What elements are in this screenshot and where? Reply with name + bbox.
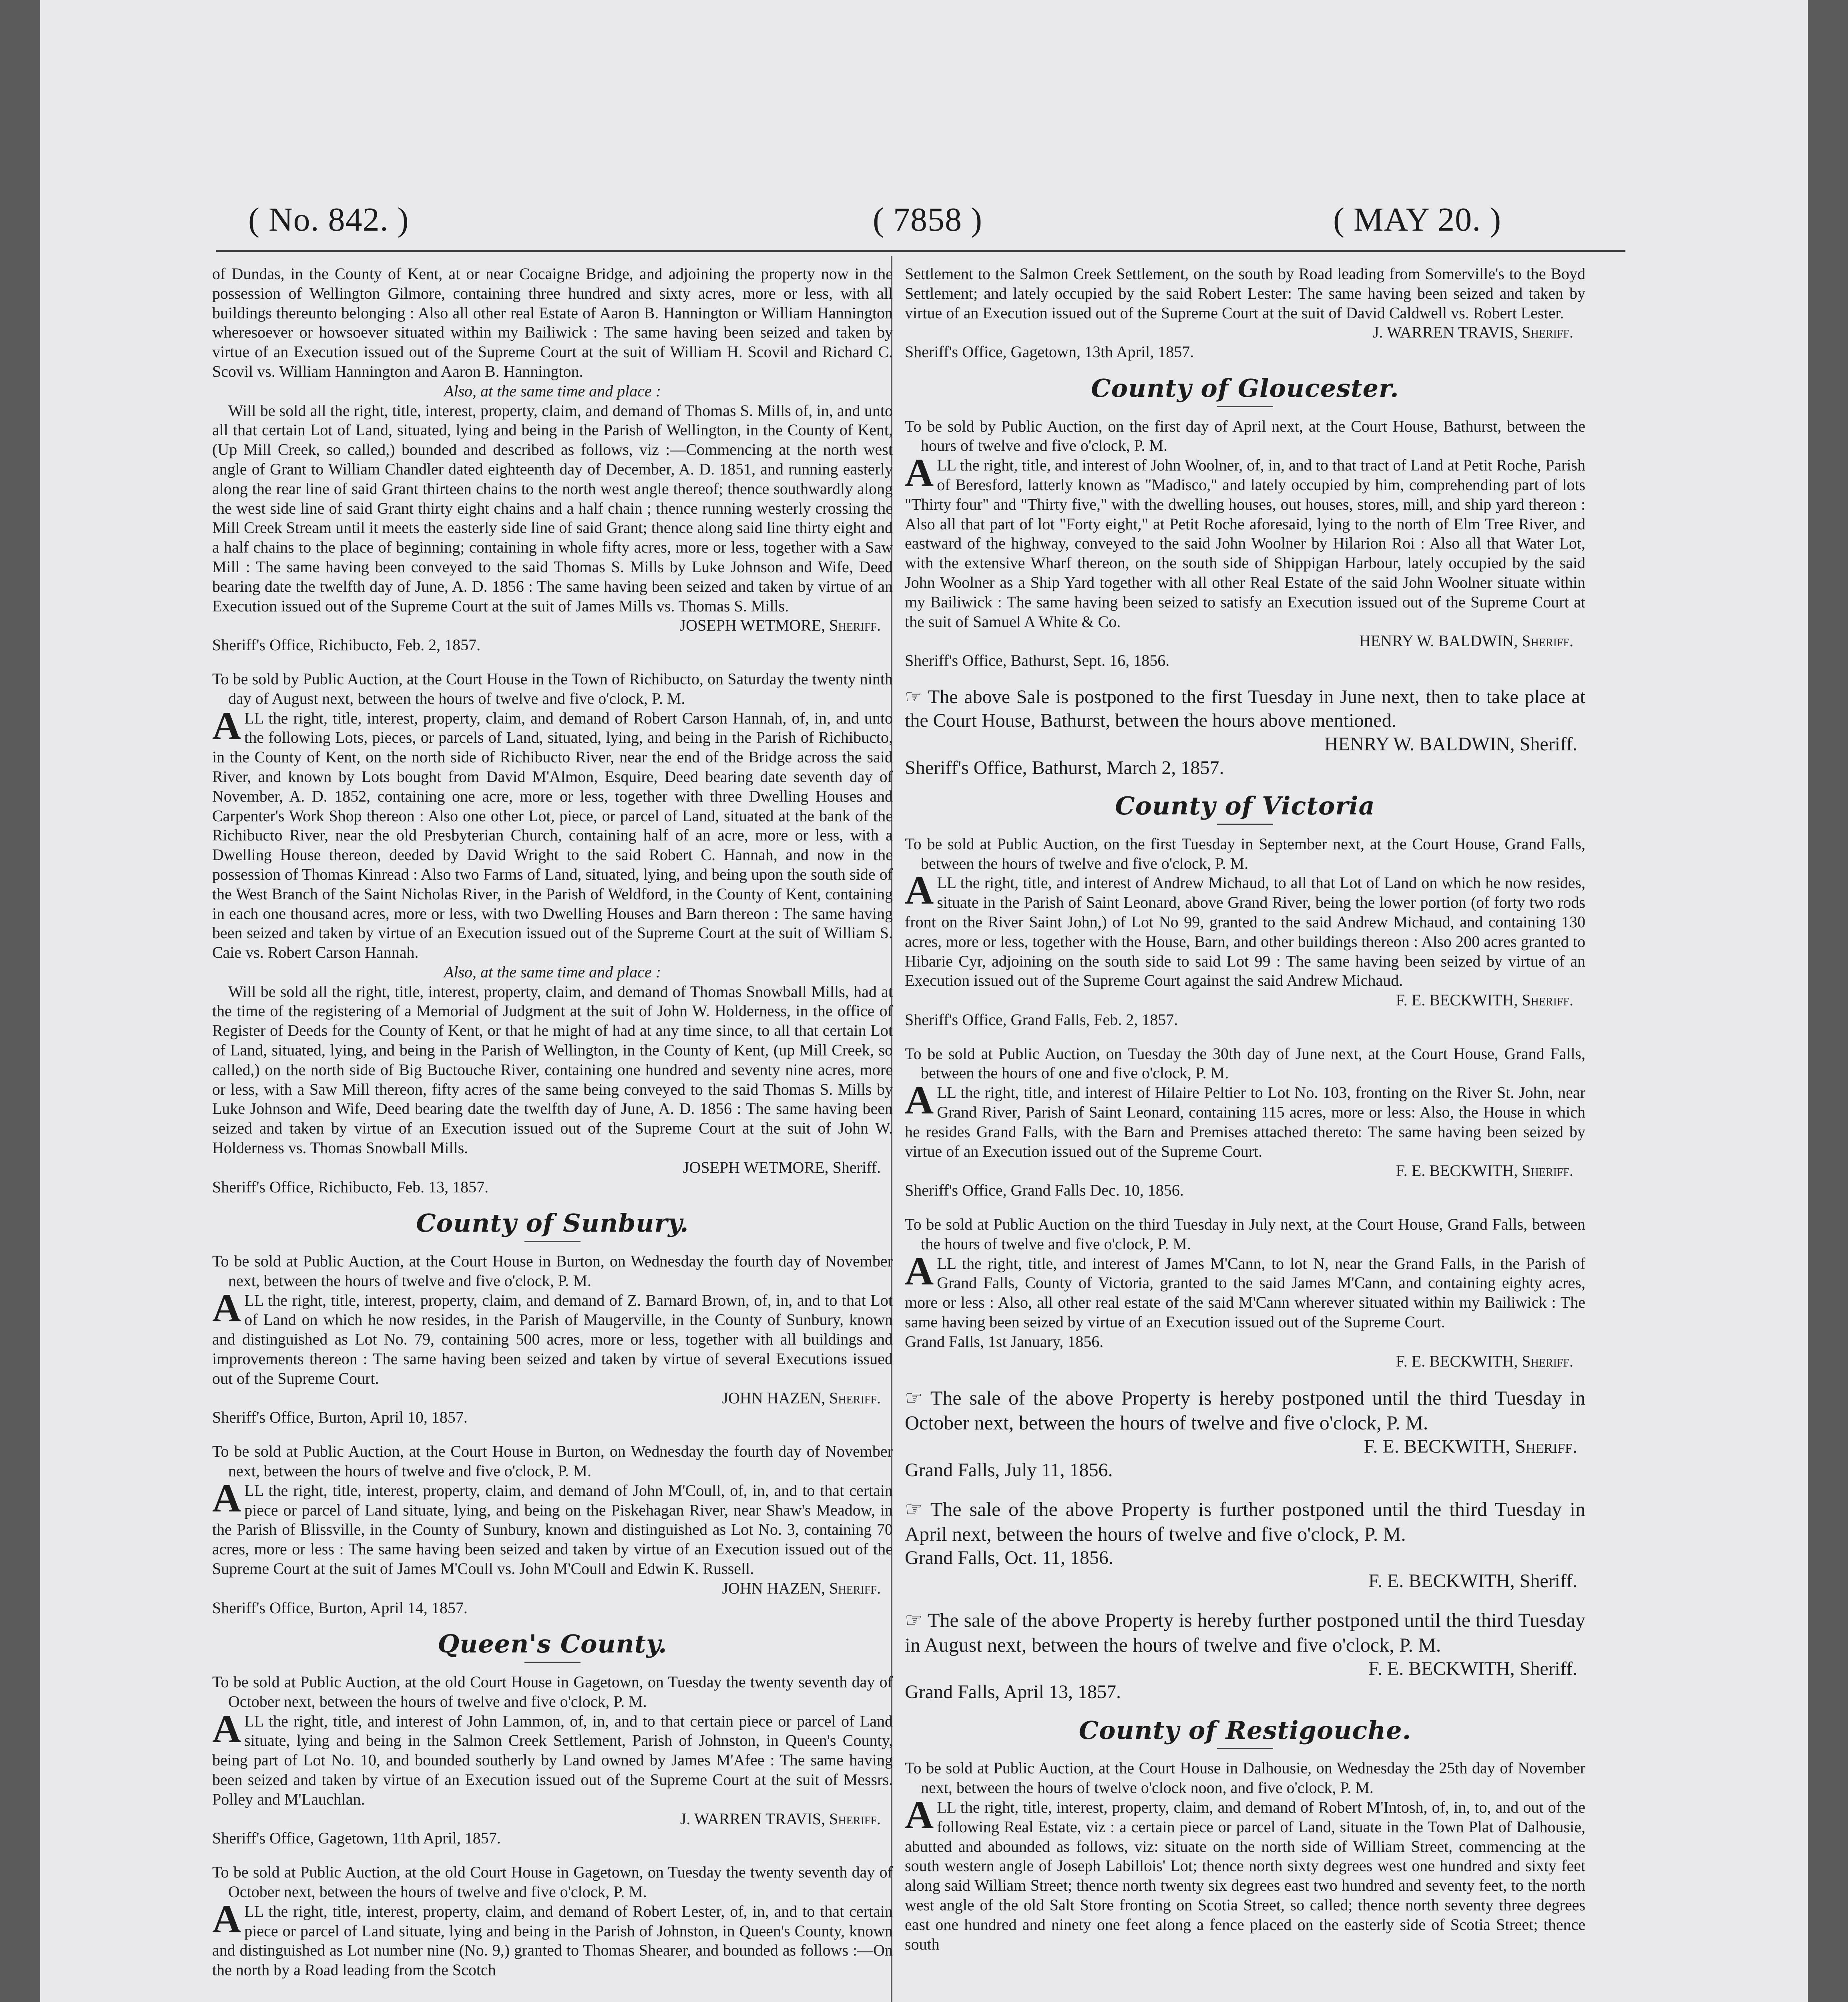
sheriff-signature: JOHN HAZEN, Sheriff. [722,1389,881,1407]
sheriff-signature: JOSEPH WETMORE, Sheriff. [679,616,881,635]
heading-rule [524,1241,581,1242]
heading-rule [1217,406,1273,407]
sheriff-signature: J. WARREN TRAVIS, Sheriff. [1372,323,1573,342]
office-dateline: Sheriff's Office, Gagetown, 13th April, 1857. [905,343,1194,361]
auction-intro: To be sold by Public Auction, on the first day of April next, at the Court House, Bathurst, between the hours of twelve and five o'clock, P. M. [905,417,1585,455]
sheriff-signature: J. WARREN TRAVIS, Sheriff. [680,1809,881,1828]
sheriff-signature: F. E. BECKWITH, Sheriff. [1368,1570,1577,1592]
notice-text: ALL the right, title, interest, property, claim, and demand of Robert M'Intosh, of, in, to, and out of the following Real Estate, viz : a certain piece or parcel of Land, situate in the Town Plat of Dalhousie, abutted and abounded as follows, viz: situate on the north side of William Street, commencing at the south western angle of Joseph Labillois' Lot; thence north sixty degrees west one hundred and sixty feet along said William Street; thence north twenty six degrees east two hundred and seventy feet, to the north west angle of the old Salt Store fronting on Scotia Street, so called; thence north seventy three degrees east one hundred and ninety one feet along a fence placed on the easterly side of Scotia Street; thence south [905,1792,1585,1953]
section-heading-victoria: County of Victoria [1115,791,1375,821]
sheriff-signature: F. E. BECKWITH, Sheriff. [1368,1658,1577,1679]
sheriff-signature: HENRY W. BALDWIN, Sheriff. [1324,734,1577,755]
auction-intro: To be sold at Public Auction, at the old Court House in Gagetown, on Tuesday the twenty seventh day of October next, between the hours of twelve and five o'clock, P. M. [212,1673,893,1711]
left-column [212,264,893,2002]
subheading: Also, at the same time and place : [444,963,661,981]
auction-intro: To be sold at Public Auction, at the Court House in Burton, on Wednesday the fourth day of November next, between the hours of twelve and five o'clock, P. M. [212,1442,893,1480]
sheriff-signature: JOSEPH WETMORE, Sheriff. [683,1158,881,1176]
section-heading-queens: Queen's County. [438,1629,667,1659]
office-dateline: Grand Falls, July 11, 1856. [905,1459,1113,1481]
office-dateline: Sheriff's Office, Bathurst, March 2, 1857. [905,757,1224,778]
section-heading-gloucester: County of Gloucester. [1091,373,1399,403]
notice-text: ALL the right, title, interest, property, claim, and demand of John M'Coull, of, in, and to that certain piece or parcel of Land situate, lying, and being on the Piskehagan River, near Shaw's Meadow, in the Parish of Blissville, in the County of Sunbury, known and distinguished as Lot No. 3, containing 70 acres, more or less : The same having been seized and taken by virtue of an Execution issued out of the Supreme Court at the suit of James M'Coull vs. John M'Coull and Edwin K. Russell. [212,1475,893,1578]
sheriff-signature: F. E. BECKWITH, Sheriff. [1396,1352,1573,1370]
sheriff-signature: JOHN HAZEN, Sheriff. [722,1579,881,1597]
office-dateline: Sheriff's Office, Richibucto, Feb. 13, 1857. [212,1178,489,1196]
auction-intro: To be sold at Public Auction, at the Court House in Burton, on Wednesday the fourth day of November next, between the hours of twelve and five o'clock, P. M. [212,1252,893,1290]
newspaper-page [40,0,1808,2002]
office-dateline: Sheriff's Office, Gagetown, 11th April, 1857. [212,1829,501,1847]
notice-text: of Dundas, in the County of Kent, at or near Cocaigne Bridge, and adjoining the property now in the possession of Wellington Gilmore, containing three hundred and sixty acres, more or less, with all buildings thereunto belonging : Also all other real Estate of Aaron B. Hannington or William Hannington wheresoever or howsoever situated within my Bailiwick : The same having been seized and taken by virtue of an Execution issued out of the Supreme Court at the suit of William H. Scovil and Richard C. Scovil vs. William Hannington and Aaron B. Hannington. [212,265,893,380]
sheriff-signature: HENRY W. BALDWIN, Sheriff. [1359,632,1573,650]
heading-rule [1217,1748,1273,1749]
issue-date: ( MAY 20. ) [1333,201,1502,238]
auction-intro: To be sold at Public Auction, on the first Tuesday in September next, at the Court House, Grand Falls, between the hours of twelve and five o'clock, P. M. [905,834,1585,872]
office-dateline: Sheriff's Office, Grand Falls, Feb. 2, 1857. [905,1010,1178,1029]
notice-text: ALL the right, title, interest, property, claim, and demand of Robert Carson Hannah, of, in, and unto the following Lots, pieces, or parcels of Land, situated, lying, and being in the Parish of Richibucto, in the County of Kent, on the north side of Richibucto River, near the end of the Bridge across the said River, and known by Lots bought from David M'Almon, Esquire, Deed bearing date seventh day of November, A. D. 1852, containing one acre, more or less, together with three Dwelling Houses and Carpenter's Work Shop thereon : Also one other Lot, piece, or parcel of Land, situated at the bank of the Richibucto River, near the old Presbyterian Church, containing half of an acre, more or less, with a Dwelling House thereon, deeded by David Wright to the said Robert C. Hannah, and now in the possession of Thomas Kinread : Also two Farms of Land, situated, lying, and being upon the south side of the West Branch of the Saint Nicholas River, in the Parish of Weldford, in the County of Kent, containing in each one thousand acres, more or less, with two Dwelling Houses and Barn thereon : The same having been seized and taken by virtue of an Execution issued out of the Supreme Court at the suit of William S. Caie vs. Robert Carson Hannah. [212,703,893,962]
auction-intro: To be sold at Public Auction, at the Court House in Dalhousie, on Wednesday the 25th day of November next, between the hours of twelve o'clock noon, and five o'clock, P. M. [905,1759,1585,1797]
subheading: Also, at the same time and place : [444,382,661,400]
notice-text: ALL the right, title, and interest of James M'Cann, to lot N, near the Grand Falls, in the Parish of Grand Falls, County of Victoria, granted to the said James M'Cann, and containing eighty acres, more or less : Also, all other real estate of the said M'Cann wherever situated within my Bailiwick : The same having been seized by virtue of an Execution issued out of the Supreme Court. [905,1248,1585,1331]
postponement-notice: ☞ The above Sale is postponed to the first Tuesday in June next, then to take place at the Court House, Bathurst, between the hours above mentioned. [905,686,1585,732]
notice-text: ALL the right, title, and interest of John Woolner, of, in, and to that tract of Land at Petit Roche, Parish of Beresford, latterly known as "Madisco," and lately occupied by him, comprehending part of lots "Thirty four" and "Thirty five," with the dwelling houses, out houses, stores, mill, and ship yard thereon : Also all that part of lot "Forty eight," at Petit Roche aforesaid, lying to the north of Elm Tree River, and eastward of the highway, conveyed to the said John Woolner by Hilarion Roi : Also all that Water Lot, with the extensive Wharf thereon, on the south side of Shippigan Harbour, lately occupied by the said John Woolner as a Ship Yard together with all other Real Estate of the said John Woolner situate within my Bailiwick : The same having been seized to satisfy an Execution issued out of the Supreme Court at the suit of Samuel A White & Co. [905,450,1585,631]
header-rule [216,250,1625,252]
postponement-notice: ☞ The sale of the above Property is hereby postponed until the third Tuesday in October next, between the hours of twelve and five o'clock, P. M. [905,1387,1585,1434]
section-heading-sunbury: County of Sunbury. [416,1208,689,1238]
issue-number: ( No. 842. ) [248,201,409,238]
page-number: ( 7858 ) [873,201,982,238]
office-dateline: Sheriff's Office, Burton, April 10, 1857. [212,1408,468,1427]
notice-text: Will be sold all the right, title, interest, property, claim, and demand of Thomas S. Mills of, in, and unto all that certain Lot of Land, situated, lying and being in the Parish of Wellington, in the County of Kent, (Up Mill Creek, so called,) bounded and described as follows, viz :—Commencing at the north west angle of Grant to William Chandler dated eighteenth day of December, A. D. 1851, and running easterly along the rear line of said Grant thirteen chains to the north west angle thereof; thence southwardly along the west side line of said Grant thirty eight chains and a half chain ; thence running westerly crossing the Mill Creek Stream until it meets the easterly side line of said Grant; thence along said line thirty eight and a half chains to the place of beginning; containing in whole fifty acres, more or less, together with a Saw Mill : The same having been conveyed to the said Thomas S. Mills by Luke Johnson and Wife, Deed bearing date the twelfth day of June, A. D. 1856 : The same having been seized and taken by virtue of an Execution issued out of the Supreme Court at the suit of James Mills vs. Thomas S. Mills. [212,401,893,615]
office-dateline: Sheriff's Office, Bathurst, Sept. 16, 1856. [905,651,1170,670]
heading-rule [1217,824,1273,825]
auction-intro: To be sold at Public Auction on the third Tuesday in July next, at the Court House, Grand Falls, between the hours of twelve and five o'clock, P. M. [905,1215,1585,1253]
heading-rule [524,1662,581,1663]
postponement-notice: ☞ The sale of the above Property is hereby further postponed until the third Tuesday in August next, between the hours of twelve and five o'clock, P. M. [905,1608,1585,1656]
page-header [40,200,1808,244]
sheriff-signature: F. E. BECKWITH, Sheriff. [1396,991,1573,1009]
notice-text: ALL the right, title, interest, property, claim, and demand of Z. Barnard Brown, of, in, and to that Lot of Land on which he now resides, in the Parish of Maugerville, in the County of Sunbury, known and distinguished as Lot No. 79, containing 500 acres, more or less, together with all buildings and improvements thereon : The same having been seized and taken by virtue of several Executions issued out of the Supreme Court. [212,1285,893,1387]
auction-intro: To be sold at Public Auction, on Tuesday the 30th day of June next, at the Court House, Grand Falls, between the hours of one and five o'clock, P. M. [905,1044,1585,1082]
right-column [905,264,1585,2002]
office-dateline: Grand Falls, April 13, 1857. [905,1681,1121,1703]
notice-text: ALL the right, title, and interest of Andrew Michaud, to all that Lot of Land on which he now resides, situate in the Parish of Saint Leonard, above Grand River, being the lower portion (of forty two rods front on the River Saint John,) of Lot No 99, granted to the said Andrew Michaud, and containing 130 acres, more or less, together with the House, Barn, and other buildings thereon : Also 200 acres granted to Hibarie Cyr, adjoining on the south side to said Lot 99 : The same having been seized by virtue of an Execution issued out of the Supreme Court against the said Andrew Michaud. [905,868,1585,990]
section-heading-restigouche: County of Restigouche. [1079,1715,1412,1745]
office-dateline: Grand Falls, 1st January, 1856. [905,1332,1104,1351]
notice-text: ALL the right, title, and interest of Hilaire Peltier to Lot No. 103, fronting on the River St. John, near Grand River, Parish of Saint Leonard, containing 115 acres, more or less: Also, the House in which he resides Grand Falls, with the Barn and Premises attached thereto: The same having been seized by virtue of an Execution issued out of the Supreme Court. [905,1078,1585,1160]
notice-text: ALL the right, title, interest, property, claim, and demand of Robert Lester, of, in, and to that certain piece or parcel of Land situate, lying and being in the Parish of Johnston, in Queen's County, known and distinguished as Lot number nine (No. 9,) granted to Thomas Shearer, and bounded as follows :—On the north by a Road leading from the Scotch [212,1896,893,1979]
notice-text: Will be sold all the right, title, interest, property, claim, and demand of Thomas Snowball Mills, had at the time of the registering of a Memorial of Judgment at the suit of John W. Holderness, in the office of Register of Deeds for the County of Kent, or that he might of had at any time since, to all that certain Lot of Land, situated, lying, and being in the Parish of Wellington, in the County of Kent, (up Mill Creek, so called,) on the north side of Big Buctouche River, containing one hundred and seventy nine acres, more or less, with a Saw Mill thereon, fifty acres of the same being conveyed to the said Thomas S. Mills by Luke Johnson and Wife, Deed bearing date the twelfth day of June, A. D. 1856 : The same having been seized and taken by virtue of an Execution issued out of the Supreme Court at the suit of John W. Holderness vs. Thomas Snowball Mills. [212,982,893,1157]
auction-intro: To be sold by Public Auction, at the Court House in the Town of Richibucto, on Saturday the twenty ninth day of August next, between the hours of twelve and five o'clock, P. M. [212,669,893,708]
office-dateline: Sheriff's Office, Richibucto, Feb. 2, 1857. [212,636,481,654]
office-dateline: Sheriff's Office, Burton, April 14, 1857. [212,1598,468,1617]
sheriff-signature: F. E. BECKWITH, Sheriff. [1364,1436,1577,1457]
office-dateline: Grand Falls, Oct. 11, 1856. [905,1547,1113,1568]
postponement-notice: ☞ The sale of the above Property is further postponed until the third Tuesday in April next, between the hours of twelve and five o'clock, P. M. [905,1497,1585,1545]
office-dateline: Sheriff's Office, Grand Falls Dec. 10, 1856. [905,1181,1184,1200]
auction-intro: To be sold at Public Auction, at the old Court House in Gagetown, on Tuesday the twenty seventh day of October next, between the hours of twelve and five o'clock, P. M. [212,1863,893,1901]
notice-text: ALL the right, title, and interest of John Lammon, of, in, and to that certain piece or parcel of Land situate, lying and being in the Salmon Creek Settlement, Parish of Johnston, in Queen's County, being part of Lot No. 10, and bounded southerly by Land owned by James M'Afee : The same having been seized and taken by virtue of an Execution issued out of the Supreme Court at the suit of Messrs. Polley and M'Lauchlan. [212,1706,893,1808]
sheriff-signature: F. E. BECKWITH, Sheriff. [1396,1162,1573,1180]
notice-text: Settlement to the Salmon Creek Settlement, on the south by Road leading from Somerville's to the Boyd Settlement; and lately occupied by the said Robert Lester: The same having been seized and taken by virtue of an Execution issued out of the Supreme Court at the suit of David Caldwell vs. Robert Lester. [905,265,1585,322]
